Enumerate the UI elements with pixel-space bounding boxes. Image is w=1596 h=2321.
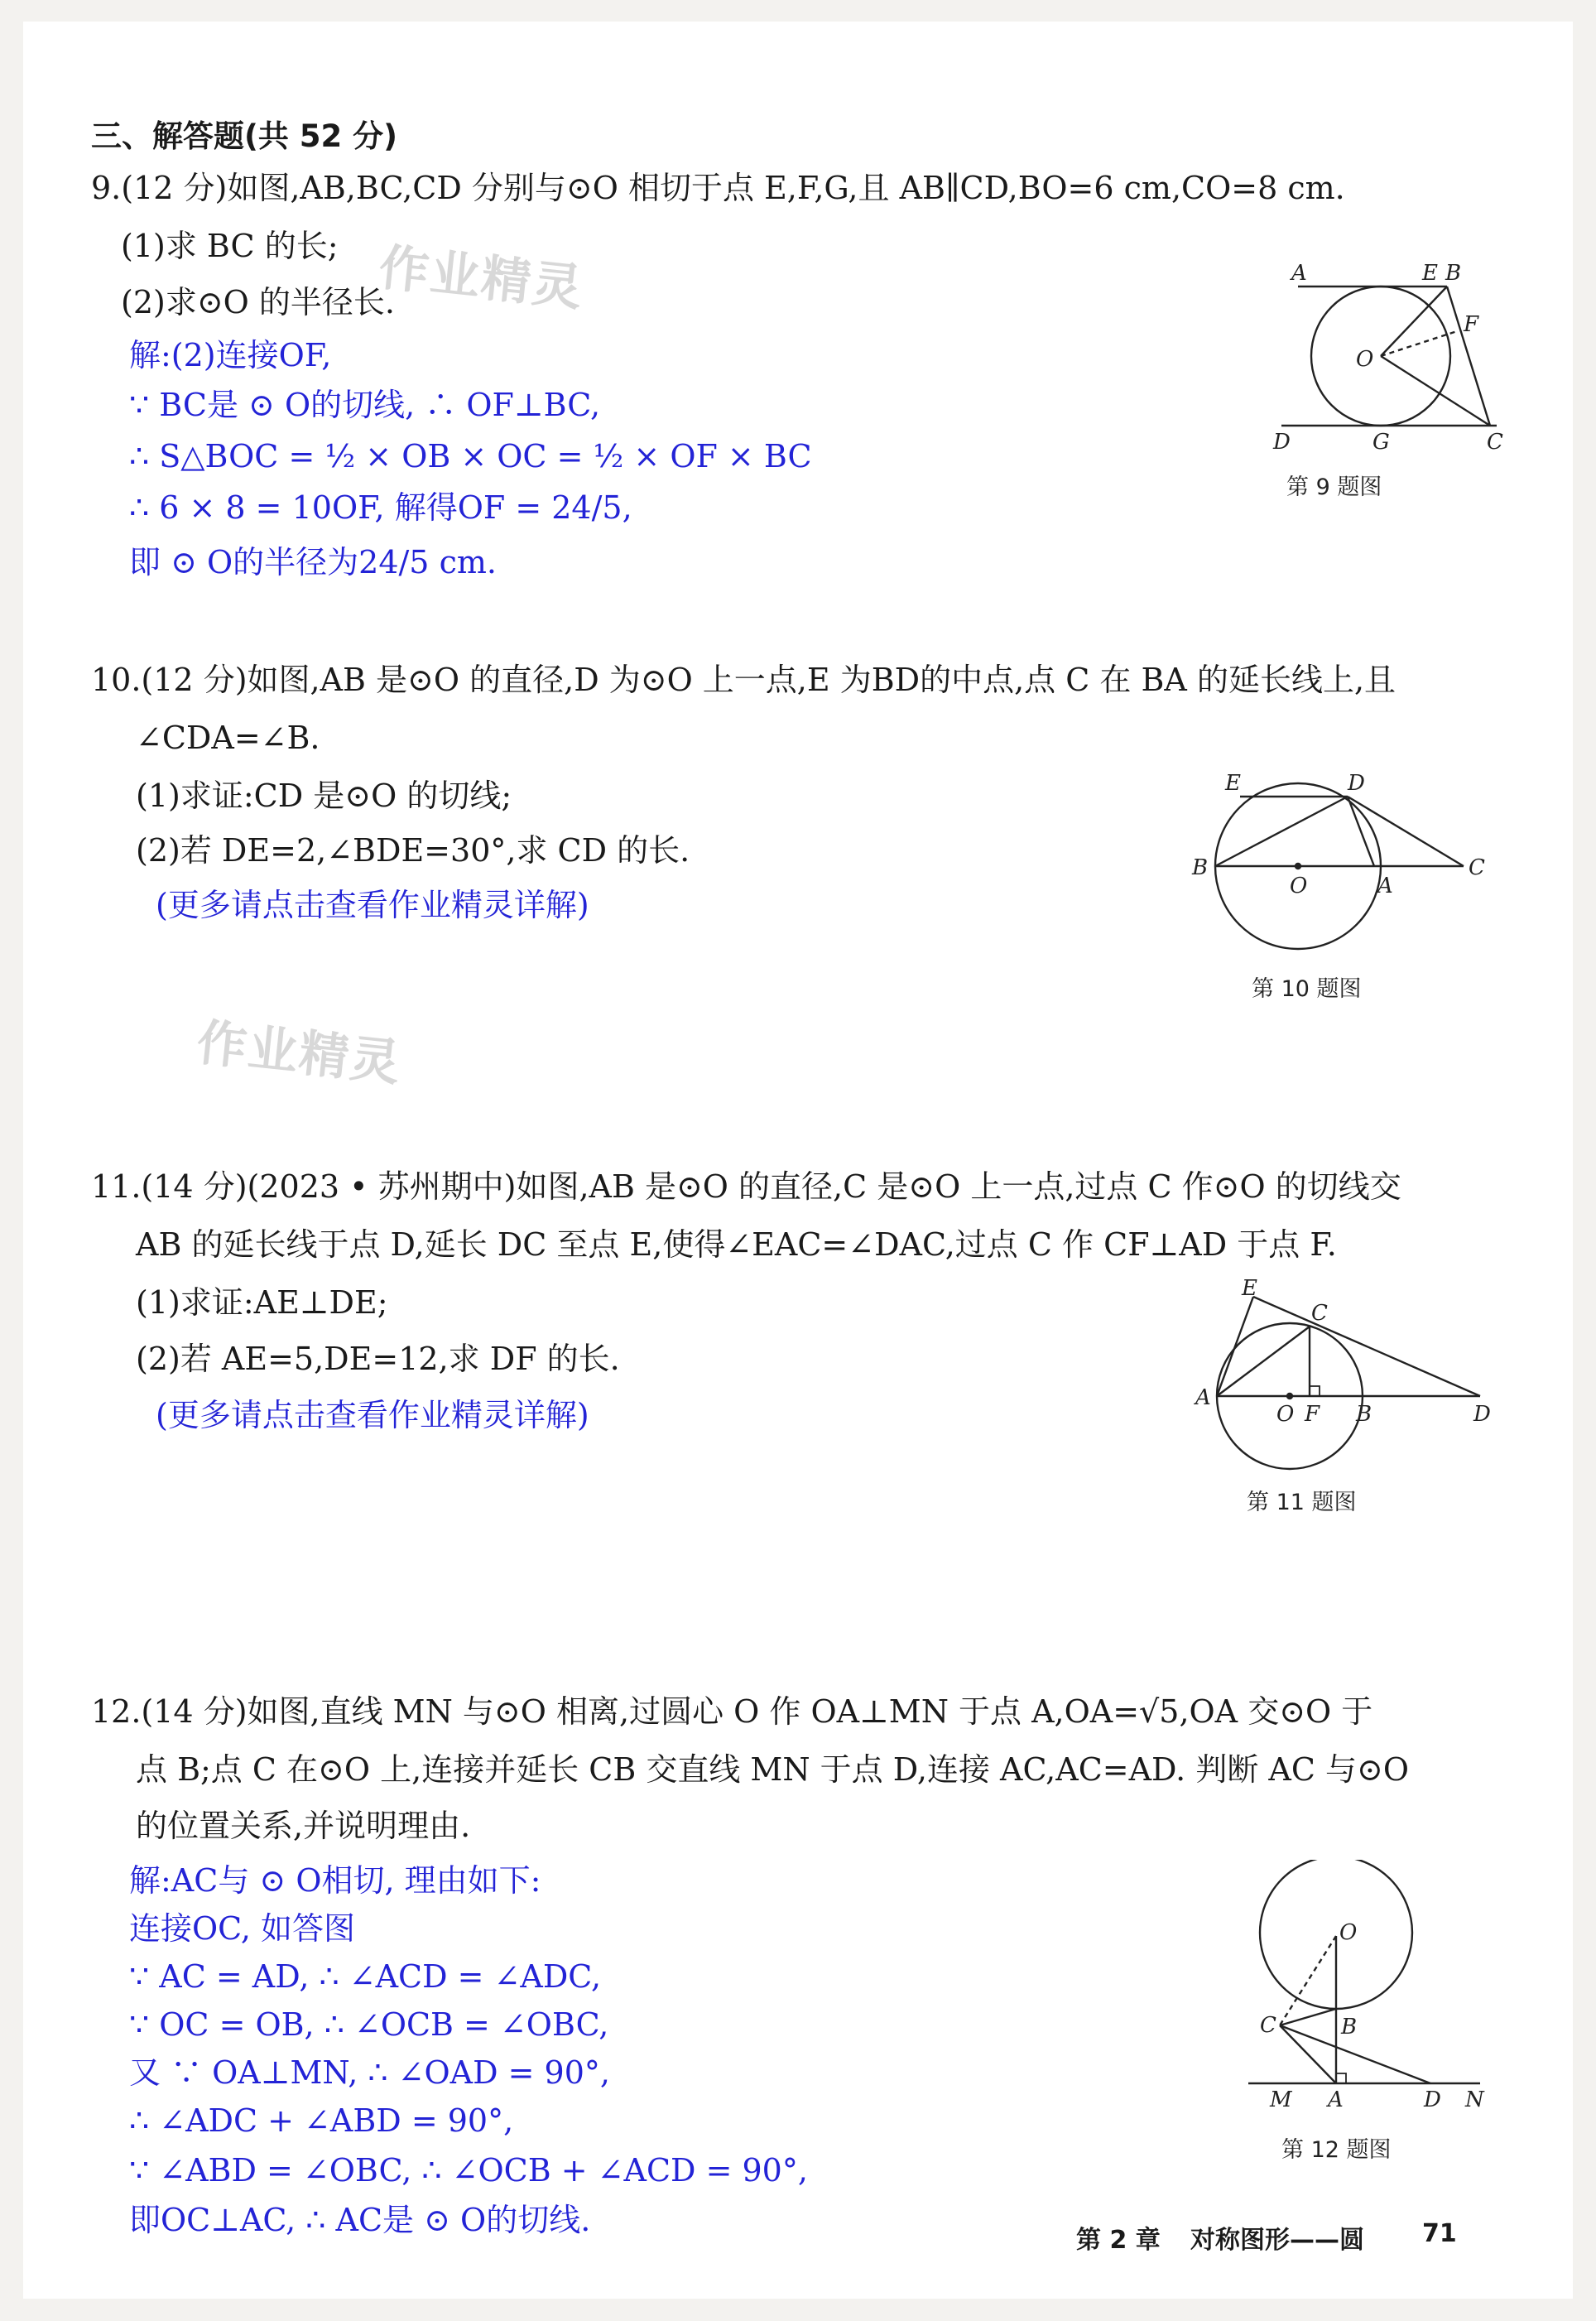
label-d: D bbox=[1273, 430, 1291, 455]
label-o: O bbox=[1356, 347, 1374, 372]
q9-part2: (2)求⊙O 的半径长. bbox=[121, 284, 395, 320]
line-ed bbox=[1253, 1297, 1480, 1396]
q12-stem-line3: 的位置关系,并说明理由. bbox=[136, 1808, 471, 1844]
label-n: N bbox=[1465, 2087, 1484, 2112]
right-angle-mark bbox=[1310, 1386, 1320, 1396]
right-angle-mark bbox=[1336, 2073, 1346, 2083]
q12-solution-line: ∵ OC = OB, ∴ ∠OCB = ∠OBC, bbox=[129, 2006, 609, 2043]
label-e: E bbox=[1225, 771, 1241, 796]
q9-solution-line: 解:(2)连接OF, bbox=[129, 337, 332, 373]
label-c: C bbox=[1311, 1301, 1328, 1326]
q10-part2: (2)若 DE=2,∠BDE=30°,求 CD 的长. bbox=[136, 832, 690, 869]
page-number: 71 bbox=[1422, 2219, 1457, 2248]
center-dot bbox=[1287, 1394, 1292, 1399]
q9-part1: (1)求 BC 的长; bbox=[121, 228, 339, 264]
label-b: B bbox=[1445, 261, 1462, 286]
q12-stem-line2: 点 B;点 C 在⊙O 上,连接并延长 CB 交直线 MN 于点 D,连接 AC,AC=AD. 判断 AC 与⊙O bbox=[136, 1751, 1410, 1788]
segment-da bbox=[1348, 797, 1374, 866]
label-a: A bbox=[1291, 261, 1307, 286]
q10-caption: 第 10 题图 bbox=[1252, 976, 1362, 1002]
label-e: E bbox=[1422, 261, 1438, 286]
line-bc bbox=[1447, 287, 1490, 426]
section-title: 三、解答题(共 52 分) bbox=[91, 118, 398, 154]
footer-chapter: 第 2 章 bbox=[1076, 2226, 1161, 2255]
label-o: O bbox=[1276, 1402, 1295, 1427]
q12-caption: 第 12 题图 bbox=[1281, 2137, 1392, 2163]
q12-solution-line: ∴ ∠ADC + ∠ABD = 90°, bbox=[129, 2102, 514, 2139]
label-c: C bbox=[1260, 2013, 1276, 2038]
watermark: 作业精灵 bbox=[376, 238, 587, 318]
label-b: B bbox=[1356, 1402, 1372, 1427]
q12-solution-line: 连接OC, 如答图 bbox=[129, 1910, 356, 1947]
q11-stem-line2: AB 的延长线于点 D,延长 DC 至点 E,使得∠EAC=∠DAC,过点 C 作 CF⊥AD 于点 F. bbox=[136, 1226, 1337, 1263]
label-g: G bbox=[1372, 430, 1390, 455]
q12-solution-line: 即OC⊥AC, ∴ AC是 ⊙ O的切线. bbox=[129, 2202, 591, 2238]
segment-ac bbox=[1217, 1327, 1310, 1396]
q9-stem: 9.(12 分)如图,AB,BC,CD 分别与⊙O 相切于点 E,F,G,且 AB∥CD,BO=6 cm,CO=8 cm. bbox=[91, 170, 1345, 206]
label-a: A bbox=[1377, 874, 1393, 898]
label-f: F bbox=[1305, 1402, 1320, 1427]
label-c: C bbox=[1487, 430, 1503, 455]
q10-part1: (1)求证:CD 是⊙O 的切线; bbox=[136, 778, 512, 814]
label-a: A bbox=[1195, 1385, 1211, 1410]
q12-solution-line: ∵ AC = AD, ∴ ∠ACD = ∠ADC, bbox=[129, 1958, 602, 1995]
label-b: B bbox=[1192, 855, 1209, 880]
q9-solution-line: ∴ 6 × 8 = 10OF, 解得OF = 24/5, bbox=[129, 489, 632, 526]
label-e: E bbox=[1242, 1276, 1257, 1301]
center-dot bbox=[1296, 864, 1300, 869]
watermark: 作业精灵 bbox=[194, 1014, 405, 1093]
q10-more-link[interactable]: (更多请点击查看作业精灵详解) bbox=[156, 887, 589, 923]
q10-stem-line2: ∠CDA=∠B. bbox=[136, 720, 320, 756]
segment-ob bbox=[1381, 287, 1447, 356]
label-o: O bbox=[1339, 1920, 1358, 1945]
label-f: F bbox=[1464, 312, 1479, 337]
q9-solution-line: ∴ S△BOC = ½ × OB × OC = ½ × OF × BC bbox=[129, 438, 812, 474]
segment-bd bbox=[1215, 797, 1348, 866]
page bbox=[23, 22, 1573, 2299]
segment-ca bbox=[1280, 2025, 1336, 2083]
q9-solution-line: 即 ⊙ O的半径为24/5 cm. bbox=[129, 544, 497, 580]
label-d: D bbox=[1473, 1402, 1491, 1427]
q12-stem-line1: 12.(14 分)如图,直线 MN 与⊙O 相离,过圆心 O 作 OA⊥MN 于点 A,OA=√5,OA 交⊙O 于 bbox=[91, 1693, 1373, 1730]
q11-part1: (1)求证:AE⊥DE; bbox=[136, 1284, 388, 1321]
q11-figure bbox=[1174, 1272, 1505, 1479]
q12-solution-line: 又 ∵ OA⊥MN, ∴ ∠OAD = 90°, bbox=[129, 2054, 610, 2091]
label-d: D bbox=[1348, 771, 1365, 796]
q10-stem-line1: 10.(12 分)如图,AB 是⊙O 的直径,D 为⊙O 上一点,E 为BD的中点,点 C 在 BA 的延长线上,且 bbox=[91, 662, 1396, 698]
q11-stem-line1: 11.(14 分)(2023 • 苏州期中)如图,AB 是⊙O 的直径,C 是⊙O 上一点,过点 C 作⊙O 的切线交 bbox=[91, 1168, 1401, 1205]
q9-caption: 第 9 题图 bbox=[1286, 474, 1382, 500]
q10-figure bbox=[1174, 758, 1505, 974]
label-c: C bbox=[1469, 855, 1485, 880]
q9-figure bbox=[1248, 245, 1530, 460]
q9-solution-line: ∵ BC是 ⊙ O的切线, ∴ OF⊥BC, bbox=[129, 387, 601, 423]
label-a: A bbox=[1328, 2087, 1344, 2112]
label-b: B bbox=[1341, 2015, 1358, 2039]
label-m: M bbox=[1270, 2087, 1292, 2112]
q11-part2: (2)若 AE=5,DE=12,求 DF 的长. bbox=[136, 1341, 620, 1377]
q11-more-link[interactable]: (更多请点击查看作业精灵详解) bbox=[156, 1397, 589, 1433]
q11-caption: 第 11 题图 bbox=[1247, 1490, 1357, 1515]
segment-cb bbox=[1280, 2009, 1336, 2025]
segment-oc bbox=[1381, 356, 1490, 426]
segment-dc bbox=[1348, 797, 1464, 866]
q12-solution-line: 解:AC与 ⊙ O相切, 理由如下: bbox=[129, 1862, 541, 1899]
footer-title: 对称图形——圆 bbox=[1190, 2226, 1364, 2255]
label-o: O bbox=[1290, 874, 1308, 898]
label-d: D bbox=[1424, 2087, 1441, 2112]
q12-solution-line: ∵ ∠ABD = ∠OBC, ∴ ∠OCB + ∠ACD = 90°, bbox=[129, 2152, 808, 2189]
q12-figure bbox=[1232, 1860, 1505, 2116]
